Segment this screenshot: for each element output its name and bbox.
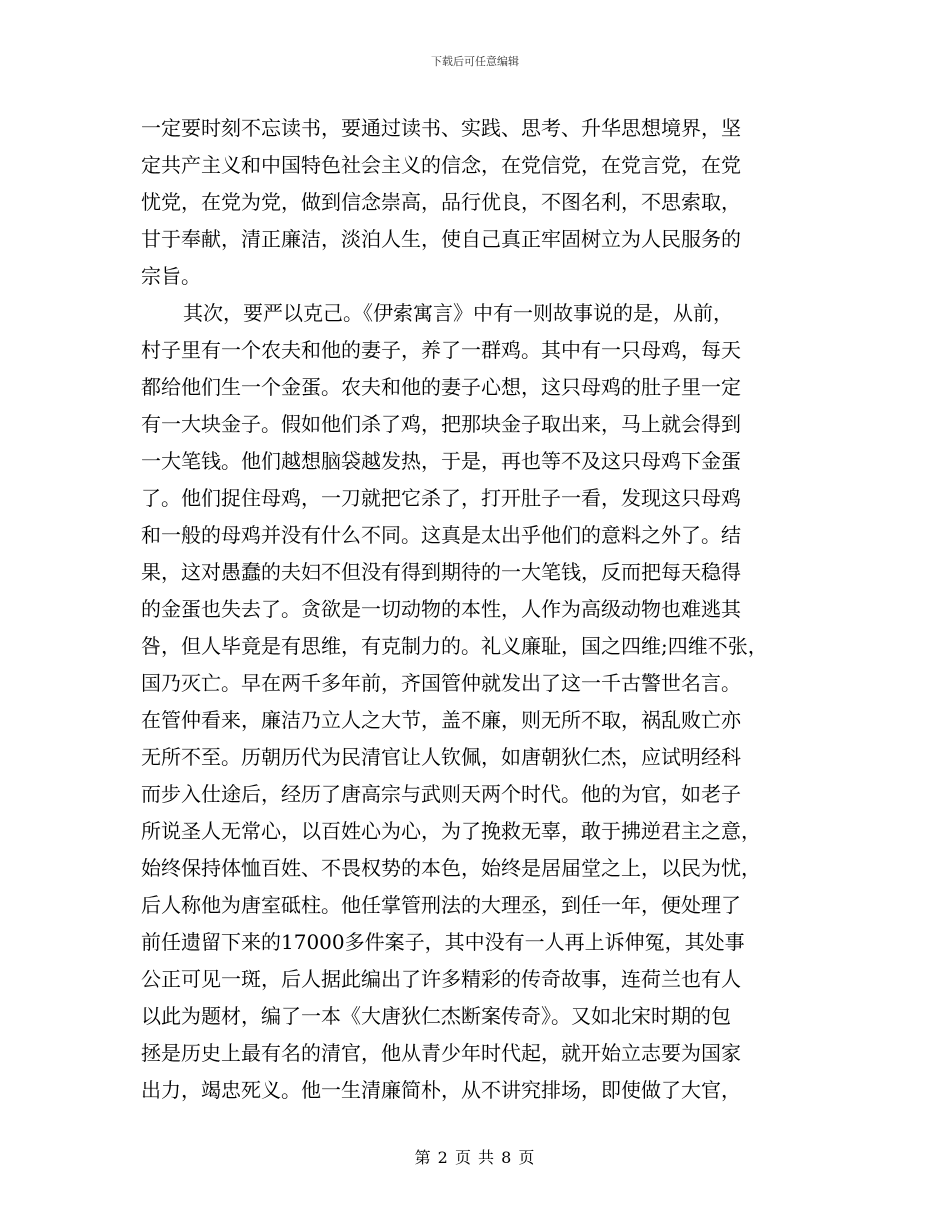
text-line: 拯是历史上最有名的清官，他从青少年时代起，就开始立志要为国家 — [141, 1041, 741, 1065]
body-text — [141, 110, 806, 1109]
text-line: 了。他们捉住母鸡，一刀就把它杀了，打开肚子一看，发现这只母鸡 — [141, 486, 741, 510]
text-line: 在管仲看来，廉洁乃立人之大节，盖不廉，则无所不取，祸乱败亡亦 — [141, 708, 741, 732]
text-line-paragraph-start: 其次，要严以克己。《伊索寓言》中有一则故事说的是，从前， — [183, 301, 733, 325]
text-line: 无所不至。历朝历代为民清官让人钦佩，如唐朝狄仁杰，应试明经科 — [141, 745, 741, 769]
text-line: 公正可见一斑，后人据此编出了许多精彩的传奇故事，连荷兰也有人 — [141, 967, 741, 991]
text-line: 的金蛋也失去了。贪欲是一切动物的本性，人作为高级动物也难逃其 — [141, 597, 741, 621]
text-line: 而步入仕途后，经历了唐高宗与武则天两个时代。他的为官，如老子 — [141, 782, 741, 806]
text-line: 一定要时刻不忘读书，要通过读书、实践、思考、升华思想境界，坚 — [141, 116, 741, 140]
text-line: 以此为题材，编了一本《大唐狄仁杰断案传奇》。又如北宋时期的包 — [141, 1004, 731, 1028]
text-line: 前任遗留下来的17000多件案子，其中没有一人再上诉伸冤，其处事 — [141, 930, 745, 954]
text-line: 村子里有一个农夫和他的妻子，养了一群鸡。其中有一只母鸡，每天 — [141, 338, 741, 362]
text-line: 都给他们生一个金蛋。农夫和他的妻子心想，这只母鸡的肚子里一定 — [141, 375, 741, 399]
text-line: 咎，但人毕竟是有思维，有克制力的。礼义廉耻，国之四维;四维不张， — [141, 634, 768, 658]
text-line: 一大笔钱。他们越想脑袋越发热，于是，再也等不及这只母鸡下金蛋 — [141, 449, 741, 473]
header-note: 下载后可任意编辑 — [431, 55, 519, 68]
text-line: 定共产主义和中国特色社会主义的信念，在党信党，在党言党，在党 — [141, 153, 741, 177]
text-line: 甘于奉献，清正廉洁，淡泊人生，使自己真正牢固树立为人民服务的 — [141, 227, 741, 251]
text-line: 后人称他为唐室砥柱。他任掌管刑法的大理丞，到任一年，便处理了 — [141, 893, 741, 917]
text-line: 宗旨。 — [141, 264, 201, 288]
text-line: 忧党，在党为党，做到信念崇高，品行优良，不图名利，不思索取， — [141, 190, 741, 214]
text-line: 始终保持体恤百姓、不畏权势的本色，始终是居届堂之上，以民为忧， — [141, 856, 761, 880]
text-line: 所说圣人无常心，以百姓心为心，为了挽救无辜，敢于拂逆君主之意， — [141, 819, 761, 843]
text-line: 国乃灭亡。早在两千多年前，齐国管仲就发出了这一千古警世名言。 — [141, 671, 741, 695]
page-number: 第 2 页 共 8 页 — [414, 1148, 536, 1167]
text-line: 出力，竭忠死义。他一生清廉简朴，从不讲究排场，即使做了大官， — [141, 1078, 741, 1102]
text-line: 有一大块金子。假如他们杀了鸡，把那块金子取出来，马上就会得到 — [141, 412, 741, 436]
text-line: 果，这对愚蠢的夫妇不但没有得到期待的一大笔钱，反而把每天稳得 — [141, 560, 741, 584]
text-line: 和一般的母鸡并没有什么不同。这真是太出乎他们的意料之外了。结 — [141, 523, 741, 547]
